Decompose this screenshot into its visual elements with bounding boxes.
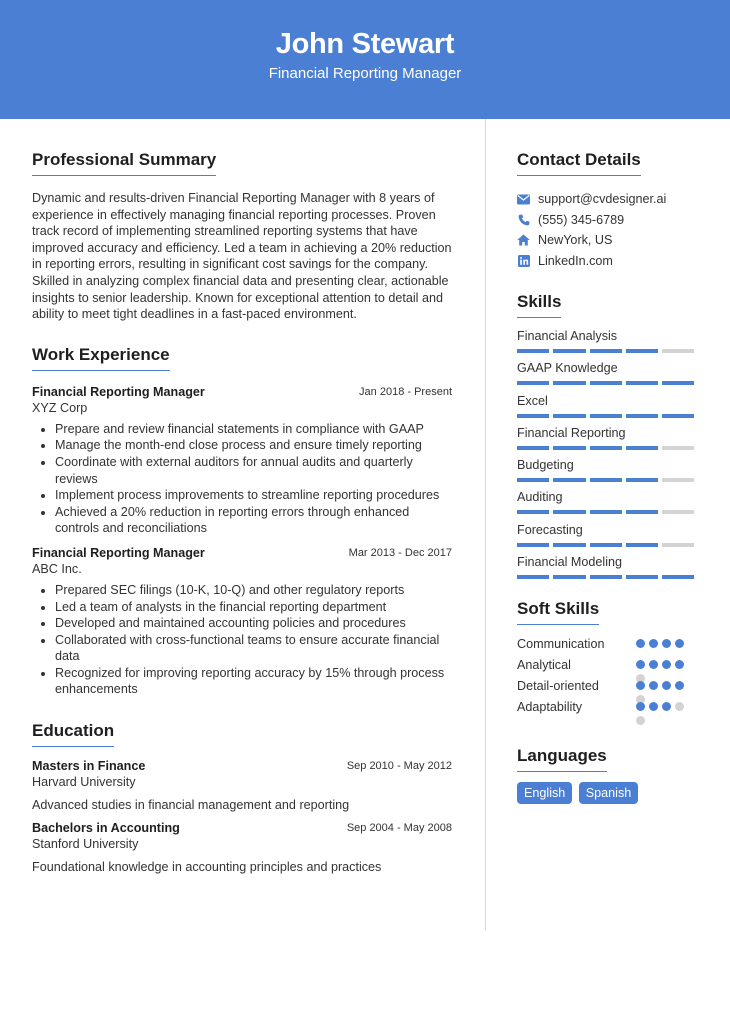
skill-level-segment	[626, 414, 658, 418]
rating-dot	[675, 639, 684, 648]
skill-level-segment	[553, 510, 585, 514]
phone-icon	[517, 213, 530, 226]
skill-item	[517, 555, 697, 579]
skill-level-bar	[517, 575, 697, 579]
column-divider	[485, 119, 486, 930]
skill-level-segment	[626, 575, 658, 579]
skill-level-bar	[517, 446, 697, 450]
rating-dot	[636, 702, 645, 711]
job-bullet: Prepared SEC filings (10-K, 10-Q) and other regulatory reports	[32, 582, 452, 599]
rating-dot	[636, 716, 645, 725]
skill-level-segment	[517, 575, 549, 579]
skill-item	[517, 361, 697, 385]
soft-skill-item	[517, 637, 697, 658]
resume-header	[0, 0, 730, 119]
skill-level-segment	[626, 543, 658, 547]
skill-item	[517, 394, 697, 418]
soft-skill-item	[517, 700, 697, 721]
rating-dot	[649, 660, 658, 669]
education-dates: Sep 2004 - May 2008	[346, 822, 452, 835]
rating-dot	[636, 639, 645, 648]
skill-name: Financial Reporting	[517, 425, 626, 440]
skill-level-segment	[662, 414, 694, 418]
skill-level-segment	[517, 510, 549, 514]
skill-level-segment	[662, 478, 694, 482]
contact-location	[517, 230, 697, 251]
skill-level-bar	[517, 414, 697, 418]
contact-linkedin[interactable]	[517, 251, 697, 272]
contact-location-text: NewYork, US	[538, 233, 613, 248]
contact-email[interactable]	[517, 189, 697, 210]
contact-phone-text: (555) 345-6789	[538, 212, 625, 227]
job-bullet: Manage the month-end close process and ensure timely reporting	[32, 437, 452, 454]
contact-phone[interactable]	[517, 210, 697, 231]
contact-email-text: support@cvdesigner.ai	[538, 192, 667, 207]
skill-level-segment	[662, 575, 694, 579]
job-bullets	[32, 582, 452, 698]
soft-skill-name: Adaptability	[517, 700, 583, 715]
skill-level-segment	[590, 510, 622, 514]
job-bullet: Recognized for improving reporting accuracy by 15% through process enhancements	[32, 665, 452, 698]
skill-level-bar	[517, 543, 697, 547]
right-column	[517, 150, 697, 804]
languages-list	[517, 782, 697, 804]
candidate-role: Financial Reporting Manager	[268, 65, 462, 82]
job-company: XYZ Corp	[32, 400, 88, 415]
language-badge: English	[517, 782, 572, 804]
skills-title: Skills	[517, 292, 561, 318]
skill-level-bar	[517, 478, 697, 482]
skill-name: GAAP Knowledge	[517, 361, 618, 376]
rating-dot	[649, 681, 658, 690]
skill-level-segment	[626, 446, 658, 450]
skill-level-segment	[626, 510, 658, 514]
job-bullet: Led a team of analysts in the financial reporting department	[32, 599, 452, 616]
soft-skill-name: Communication	[517, 637, 605, 652]
job-bullets	[32, 421, 452, 537]
skill-name: Auditing	[517, 490, 563, 505]
education-section	[32, 721, 452, 874]
job-title: Financial Reporting Manager	[32, 545, 205, 560]
soft-skills-section	[517, 599, 697, 721]
job-company: ABC Inc.	[32, 561, 82, 576]
rating-dot	[649, 702, 658, 711]
education-school: Harvard University	[32, 775, 136, 790]
job-dates: Jan 2018 - Present	[359, 385, 452, 398]
education-degree: Masters in Finance	[32, 759, 146, 774]
skill-item	[517, 490, 697, 514]
job-title: Financial Reporting Manager	[32, 384, 205, 399]
envelope-icon	[517, 193, 530, 206]
skill-level-segment	[517, 414, 549, 418]
rating-dot	[662, 702, 671, 711]
soft-skills-title: Soft Skills	[517, 599, 599, 625]
skill-name: Forecasting	[517, 522, 583, 537]
skill-level-segment	[626, 478, 658, 482]
skill-level-segment	[517, 381, 549, 385]
skill-name: Financial Analysis	[517, 329, 618, 343]
skill-level-segment	[590, 575, 622, 579]
skill-level-bar	[517, 349, 697, 353]
skill-level-segment	[553, 349, 585, 353]
summary-title: Professional Summary	[32, 150, 216, 176]
summary-text: Dynamic and results-driven Financial Reporting Manager with 8 years of experience in effectively managing financial reporting processes. Proven track record of implementing streamlined reporting systems that have improved accuracy and efficiency. Led a team in achieving a 20% reduction in reporting errors, resulting in significant cost savings for the company. Skilled in analyzing complex financial data and presenting clear, actionable insights to senior leadership. Known for exceptional attention to detail and ability to meet tight deadlines in a fast-paced environment.	[32, 191, 452, 322]
rating-dot	[636, 681, 645, 690]
skill-level-bar	[517, 381, 697, 385]
rating-dot	[675, 681, 684, 690]
languages-title: Languages	[517, 746, 607, 772]
skill-level-segment	[517, 543, 549, 547]
skill-level-segment	[626, 381, 658, 385]
rating-dot	[662, 660, 671, 669]
skills-list	[517, 329, 697, 579]
contact-section	[517, 150, 697, 271]
job-bullet: Collaborated with cross-functional teams to ensure accurate financial data	[32, 632, 452, 665]
skill-item	[517, 458, 697, 482]
skill-level-segment	[553, 478, 585, 482]
soft-skill-name: Detail-oriented	[517, 679, 599, 694]
skill-item	[517, 426, 697, 450]
skill-level-segment	[662, 446, 694, 450]
skill-name: Financial Modeling	[517, 555, 623, 570]
home-icon	[517, 234, 530, 247]
skill-level-segment	[517, 446, 549, 450]
job-bullet: Prepare and review financial statements in compliance with GAAP	[32, 421, 452, 438]
skill-level-segment	[553, 414, 585, 418]
skill-item	[517, 329, 697, 353]
left-column	[32, 150, 452, 874]
rating-dot	[649, 639, 658, 648]
education-school: Stanford University	[32, 837, 139, 852]
linkedin-icon	[517, 254, 530, 267]
job-bullet: Achieved a 20% reduction in reporting errors through enhanced controls and reconciliations	[32, 504, 452, 537]
education-dates: Sep 2010 - May 2012	[346, 760, 452, 773]
education-entry	[32, 759, 452, 812]
skill-item	[517, 523, 697, 547]
contact-linkedin-text: LinkedIn.com	[538, 253, 613, 268]
experience-section	[32, 345, 452, 698]
skill-level-segment	[517, 349, 549, 353]
skill-level-segment	[553, 381, 585, 385]
skill-level-segment	[662, 510, 694, 514]
experience-title: Work Experience	[32, 345, 170, 371]
education-degree: Bachelors in Accounting	[32, 821, 180, 836]
education-description: Foundational knowledge in accounting principles and practices	[32, 860, 382, 875]
skill-level-segment	[517, 478, 549, 482]
soft-skills-list	[517, 637, 697, 721]
job-bullet: Implement process improvements to streamline reporting procedures	[32, 487, 452, 504]
skill-level-segment	[662, 381, 694, 385]
education-description: Advanced studies in financial management and reporting	[32, 798, 350, 813]
skill-level-segment	[553, 543, 585, 547]
job-entry	[32, 385, 452, 537]
skill-level-segment	[590, 446, 622, 450]
rating-dot	[636, 660, 645, 669]
skill-level-segment	[590, 478, 622, 482]
job-bullet: Coordinate with external auditors for annual audits and quarterly reviews	[32, 454, 452, 487]
rating-dot	[662, 639, 671, 648]
soft-skill-name: Analytical	[517, 658, 571, 673]
candidate-name: John Stewart	[275, 28, 455, 60]
skill-level-segment	[590, 543, 622, 547]
job-bullet: Developed and maintained accounting policies and procedures	[32, 615, 452, 632]
skill-name: Budgeting	[517, 458, 574, 473]
rating-dot	[662, 681, 671, 690]
skill-level-bar	[517, 510, 697, 514]
skill-level-segment	[590, 381, 622, 385]
skill-level-segment	[590, 414, 622, 418]
education-title: Education	[32, 721, 114, 747]
skill-level-segment	[553, 446, 585, 450]
education-entry	[32, 821, 452, 874]
skill-level-segment	[590, 349, 622, 353]
skills-section	[517, 292, 697, 579]
contact-title: Contact Details	[517, 150, 641, 176]
rating-dot	[675, 660, 684, 669]
skill-level-segment	[662, 349, 694, 353]
job-dates: Mar 2013 - Dec 2017	[348, 546, 452, 559]
language-badge: Spanish	[579, 782, 639, 804]
soft-skill-item	[517, 679, 697, 700]
rating-dot	[675, 702, 684, 711]
skill-name: Excel	[517, 393, 548, 408]
skill-level-segment	[662, 543, 694, 547]
soft-skill-item	[517, 658, 697, 679]
languages-section	[517, 746, 697, 804]
skill-level-segment	[553, 575, 585, 579]
summary-section	[32, 150, 452, 323]
job-entry	[32, 546, 452, 698]
skill-level-segment	[626, 349, 658, 353]
